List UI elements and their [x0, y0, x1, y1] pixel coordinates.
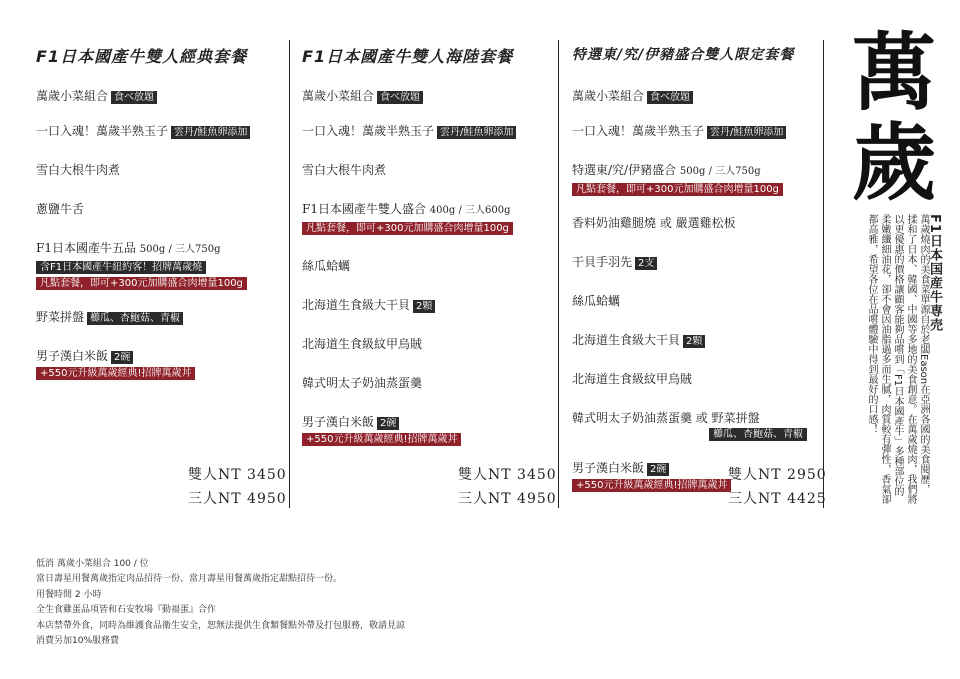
set-title: F1日本國產牛雙人海陸套餐 [302, 47, 514, 66]
upsell-badge: 凡點套餐，即可+300元加購盛合肉增量100g [572, 183, 783, 196]
item-name: 男子漢白米飯 [302, 415, 375, 429]
price-triple: 三人NT 4950 [188, 491, 287, 507]
menu-item [572, 332, 817, 348]
menu-item [302, 162, 548, 178]
footer-note: 用餐時間 2 小時 [36, 589, 102, 600]
item-name: 韓式明太子奶油蒸蛋羹 [302, 376, 423, 390]
item-name: 北海道生食級大干貝 [572, 333, 681, 347]
footer-notes [36, 557, 636, 649]
item-name: 雪白大根牛肉煮 [302, 163, 387, 177]
item-name: 一口入魂！萬歲半熟玉子 [572, 124, 705, 138]
upsell-badge: +550元升級萬歲經典!招牌萬歲丼 [572, 479, 731, 492]
menu-item [36, 240, 286, 290]
item-name: 絲瓜蛤蠣 [302, 259, 351, 273]
item-note: 含F1日本國產牛紐約客！招牌萬歲燒 [36, 261, 206, 274]
item-name: 特選東/究/伊豬盛合 [572, 163, 677, 177]
column-divider [823, 40, 824, 508]
upsell-badge: +550元升級萬歲經典!招牌萬歲丼 [36, 367, 195, 380]
item-tag: 2顆 [413, 300, 435, 313]
item-name: 野菜拼盤 [36, 310, 85, 324]
item-name: 一口入魂！萬歲半熟玉子 [302, 124, 435, 138]
item-tag: 2碗 [377, 417, 399, 430]
menu-item [302, 201, 548, 235]
item-quantity: 400g / 三人600g [429, 205, 511, 216]
item-name: 絲瓜蛤蠣 [572, 294, 621, 308]
menu-item [302, 88, 548, 104]
upsell-badge: +550元升級萬歲經典!招牌萬歲丼 [302, 433, 461, 446]
menu-item [302, 375, 548, 391]
price-double: 雙人NT 2950 [728, 467, 827, 483]
item-name: 北海道生食級紋甲烏賊 [302, 337, 423, 351]
price-block [728, 463, 827, 511]
item-name: 韓式明太子奶油蒸蛋羹 或 野菜拼盤 [572, 411, 760, 425]
logo-char: 萬 [851, 23, 936, 122]
item-tag: 雲丹/鮭魚卵添加 [707, 126, 786, 139]
brand-subtitle: F1日本国産牛専売 [927, 214, 942, 332]
menu-item [36, 123, 286, 139]
menu-item [36, 309, 286, 325]
price-double: 雙人NT 3450 [458, 467, 557, 483]
brand-logo [842, 23, 946, 212]
item-name: F1日本國產牛雙人盛合 [302, 202, 426, 216]
item-name: 蔥鹽牛舌 [36, 202, 85, 216]
item-tag: 2碗 [111, 351, 133, 364]
menu-set-surf-turf [302, 40, 548, 446]
menu-item [302, 297, 548, 313]
menu-set-classic [36, 40, 286, 380]
upsell-badge: 凡點套餐，即可+300元加購盛合肉增量100g [36, 277, 247, 290]
menu-item [572, 88, 817, 104]
menu-item [36, 348, 286, 380]
menu-item [572, 410, 817, 441]
item-name: 一口入魂！萬歲半熟玉子 [36, 124, 169, 138]
menu-item [36, 88, 286, 104]
menu-item [572, 123, 817, 139]
item-name: 萬歲小菜組合 [36, 89, 109, 103]
item-tag: 雲丹/鮭魚卵添加 [171, 126, 250, 139]
item-tag: 食べ放題 [111, 91, 157, 104]
logo-char: 歲 [851, 113, 936, 212]
footer-note: 全生食雞蛋品項皆和石安牧場『動福蛋』合作 [36, 605, 217, 616]
footer-note: 本店禁帶外食，同時為維護食品衛生安全，恕無法提供生食類餐點外帶及打包服務，敬請見諒 [36, 620, 406, 631]
footer-note: 消費另加10%服務費 [36, 636, 120, 647]
menu-item [572, 293, 817, 309]
item-name: 北海道生食級紋甲烏賊 [572, 372, 693, 386]
item-note: 櫛瓜、杏鮑菇、青椒 [709, 428, 807, 441]
item-name: 萬歲小菜組合 [302, 89, 375, 103]
menu-item [572, 162, 817, 196]
item-tag: 食べ放題 [647, 91, 693, 104]
price-triple: 三人NT 4950 [458, 491, 557, 507]
menu-item [572, 371, 817, 387]
footer-note: 當日壽星用餐萬歲指定肉品招待一份、當月壽星用餐萬歲指定甜點招待一份。 [36, 574, 343, 585]
item-quantity: 500g / 三人750g [679, 166, 761, 177]
menu-item [572, 215, 817, 231]
upsell-badge: 凡點套餐，即可+300元加購盛合肉增量100g [302, 222, 513, 235]
menu-item [302, 123, 548, 139]
set-title: F1日本國產牛雙人經典套餐 [36, 47, 248, 66]
item-name: 雪白大根牛肉煮 [36, 163, 121, 177]
item-name: 香料奶油雞腿燒 或 嚴選雞松板 [572, 216, 736, 230]
item-name: F1日本國產牛五品 [36, 241, 136, 255]
menu-item [36, 162, 286, 178]
column-divider [289, 40, 290, 508]
footer-note: 低消 萬歲小菜組合 100 / 位 [36, 559, 149, 569]
menu-item [36, 201, 286, 217]
brand-description: 萬歲燒肉的美食菜單源自於老闆Eason在亞洲各國的美食閱歷，揉和了日本、韓國、中國等多地的美食創意。在萬歲燒肉，我們將以更優惠的價格讓顧客能夠品嚐到「F1日本國產牛」多種部位的柔嫩纖細油花，卻不會因油脂過多而生膩，肉質較有彈性，香氣卻都高雅，希望各位在品嚐體驗中得到最好的口感！ [866, 214, 929, 504]
menu-item [302, 414, 548, 446]
column-divider [558, 40, 559, 508]
item-tag: 2顆 [683, 335, 705, 348]
price-block [458, 463, 557, 511]
set-title: 特選東/究/伊豬盛合雙人限定套餐 [572, 47, 795, 63]
item-name: 北海道生食級大干貝 [302, 298, 411, 312]
item-name: 干貝手羽先 [572, 255, 633, 269]
menu-set-pork-platter [572, 40, 817, 492]
item-name: 男子漢白米飯 [572, 461, 645, 475]
item-tag: 食べ放題 [377, 91, 423, 104]
price-triple: 三人NT 4425 [728, 491, 827, 507]
item-tag: 雲丹/鮭魚卵添加 [437, 126, 516, 139]
price-block [188, 463, 287, 511]
menu-item [302, 258, 548, 274]
item-quantity: 500g / 三人750g [139, 244, 221, 255]
item-tag: 2碗 [647, 463, 669, 476]
item-name: 萬歲小菜組合 [572, 89, 645, 103]
brand-intro [842, 214, 944, 504]
item-tag: 櫛瓜、杏鮑菇、青椒 [87, 312, 183, 325]
menu-item [572, 254, 817, 270]
item-tag: 2支 [635, 257, 657, 270]
price-double: 雙人NT 3450 [188, 467, 287, 483]
menu-item [302, 336, 548, 352]
item-name: 男子漢白米飯 [36, 349, 109, 363]
